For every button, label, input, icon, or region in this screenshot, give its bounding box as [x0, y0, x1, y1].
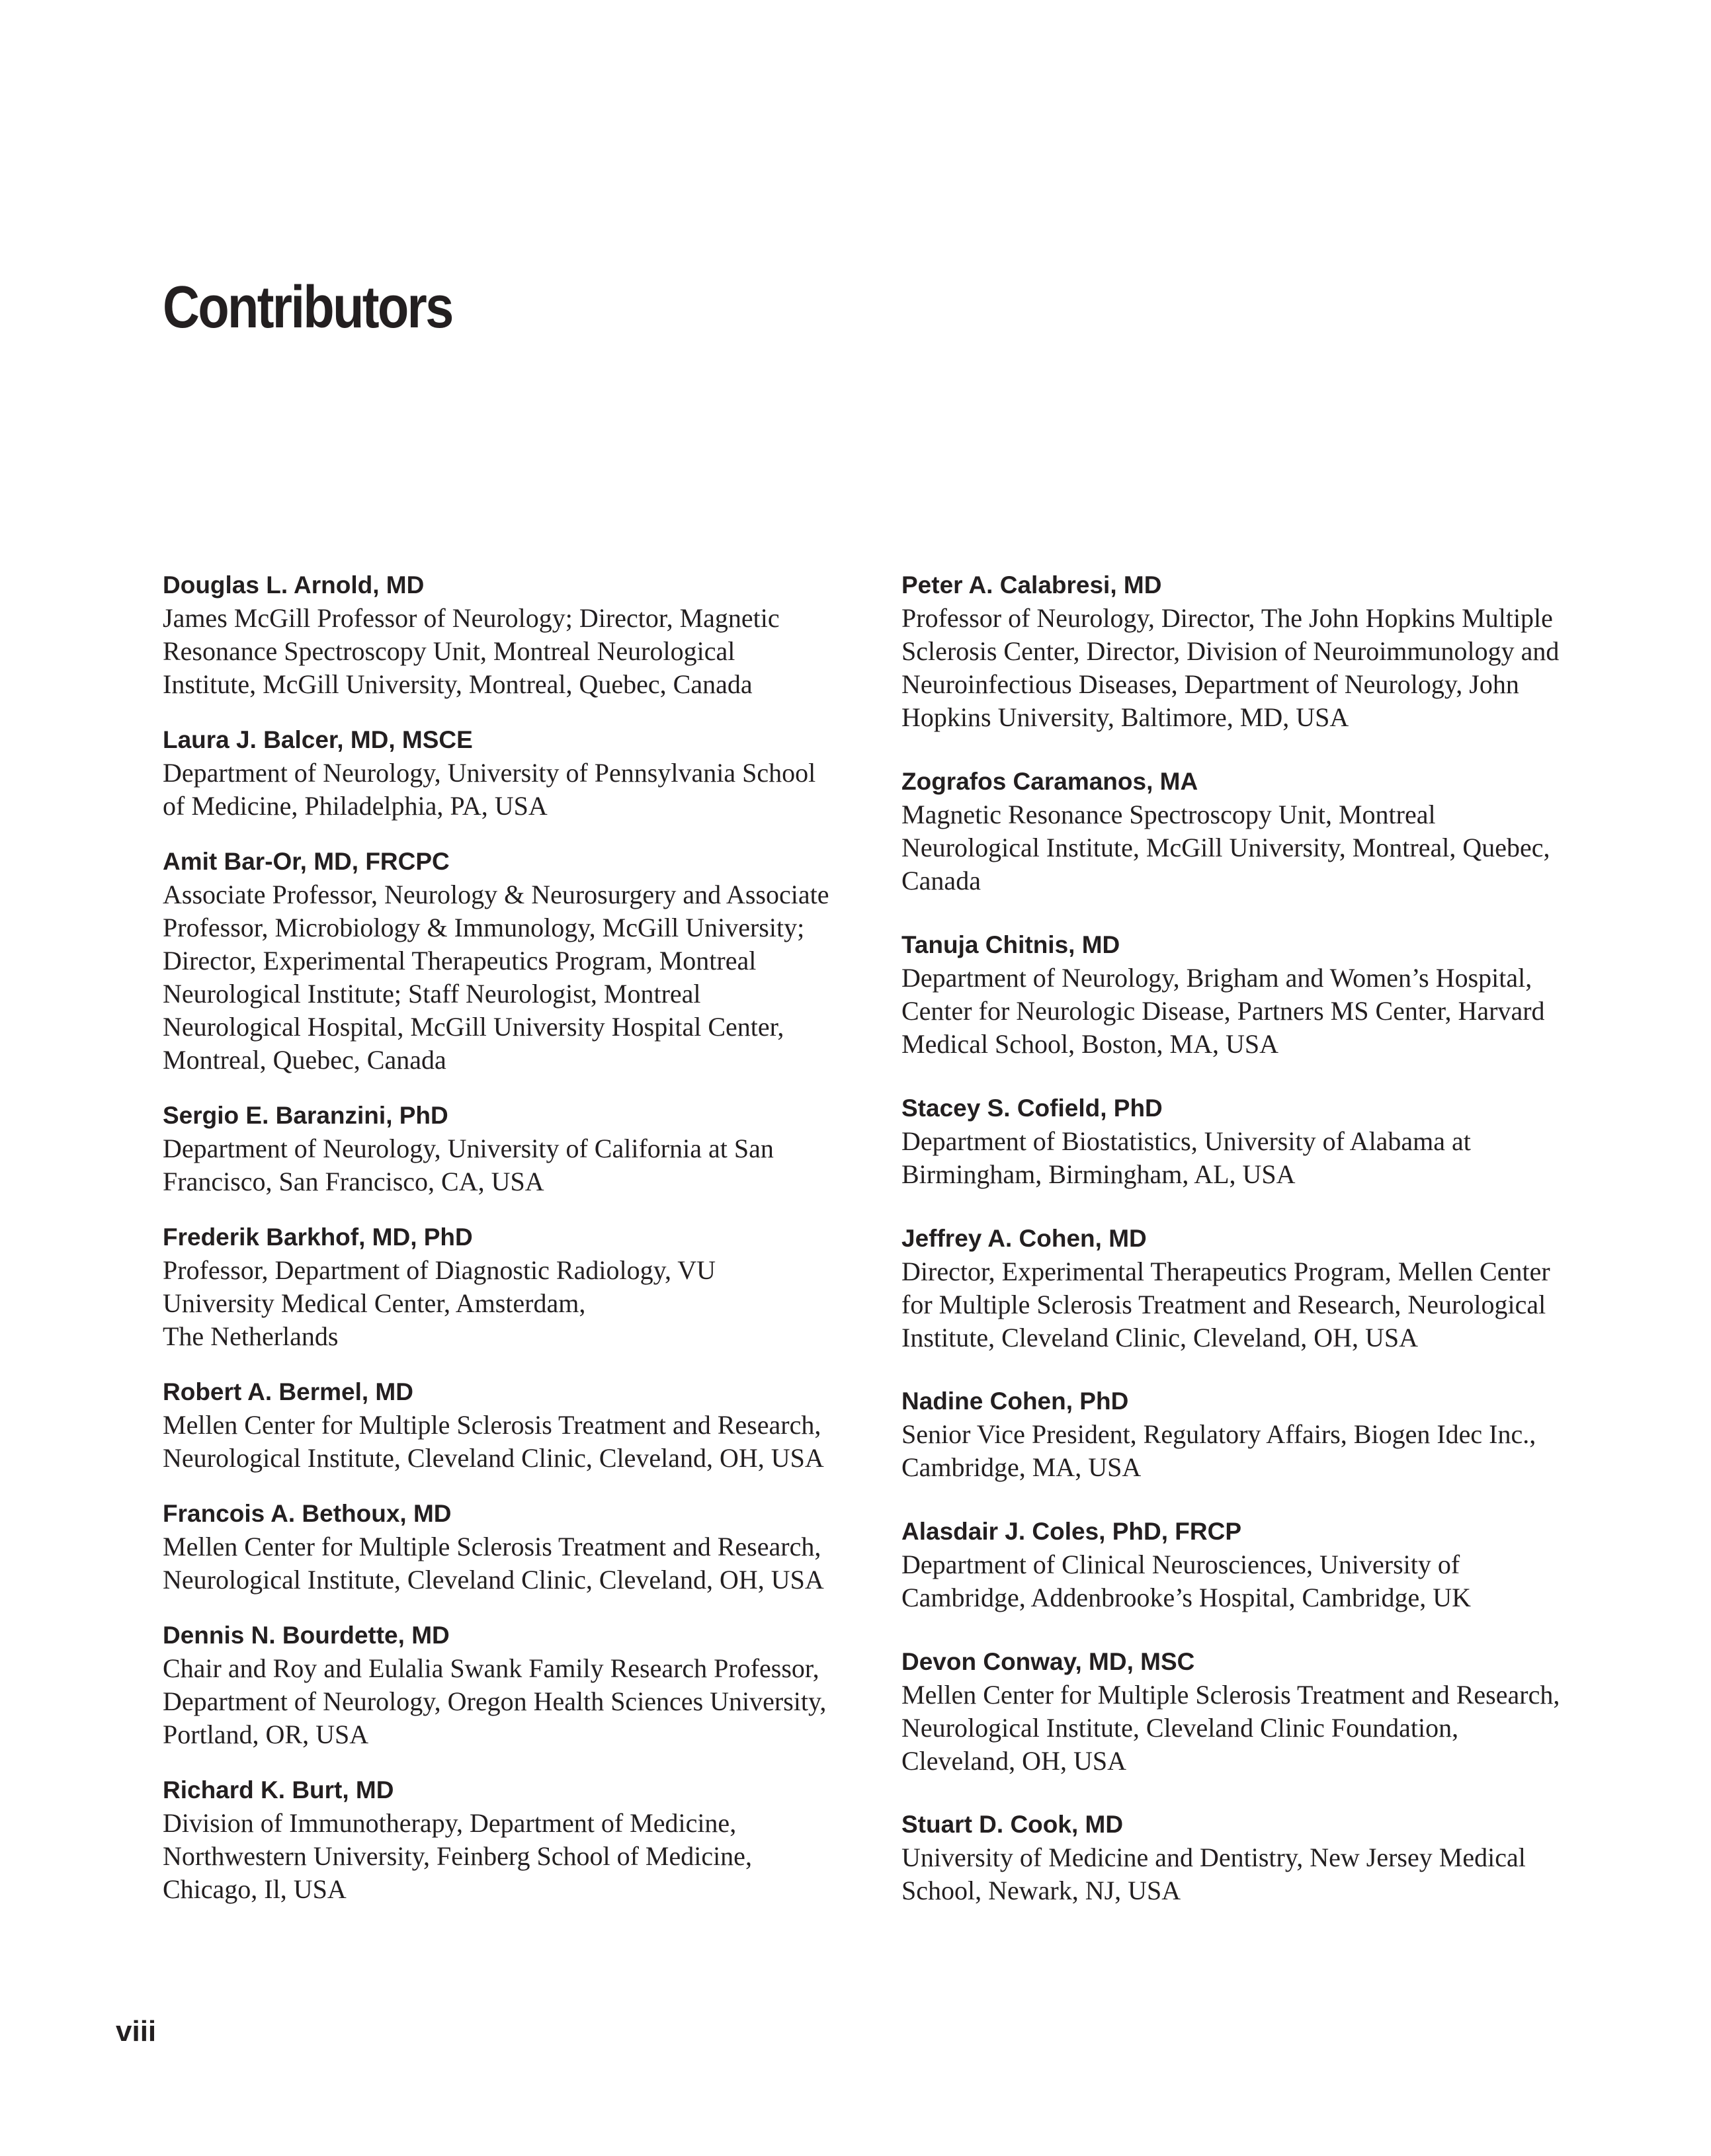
contributor-name: Nadine Cohen, PhD — [901, 1388, 1129, 1415]
affiliation-line: Hopkins University, Baltimore, MD, USA — [901, 702, 1349, 732]
affiliation-line: Professor, Microbiology & Immunology, McGill University; — [163, 913, 805, 942]
contributor-name: Stuart D. Cook, MD — [901, 1811, 1124, 1838]
affiliation-line: Professor of Neurology, Director, The John Hopkins Multiple — [901, 603, 1553, 633]
contributor-entry — [901, 1515, 1603, 1614]
affiliation-line: Neurological Institute, McGill University, Montreal, Quebec, — [901, 833, 1550, 862]
contributor-affiliation — [901, 602, 1603, 734]
affiliation-line: Department of Clinical Neurosciences, University of — [901, 1550, 1460, 1579]
affiliation-line: Director, Experimental Therapeutics Program, Mellen Center — [901, 1257, 1550, 1286]
affiliation-line: Department of Neurology, Oregon Health Sciences University, — [163, 1686, 827, 1716]
contributor-affiliation — [901, 962, 1603, 1061]
contributor-affiliation — [163, 1254, 864, 1353]
contributor-entry — [901, 1092, 1603, 1191]
page-number: viii — [116, 2015, 157, 2048]
affiliation-line: Director, Experimental Therapeutics Program, Montreal — [163, 946, 757, 975]
contributor-affiliation — [163, 757, 864, 823]
contributor-entry — [163, 1619, 864, 1751]
affiliation-line: Magnetic Resonance Spectroscopy Unit, Montreal — [901, 800, 1436, 829]
contributor-name: Laura J. Balcer, MD, MSCE — [163, 726, 473, 753]
contributor-entry — [163, 569, 864, 701]
affiliation-line: Cambridge, MA, USA — [901, 1452, 1142, 1482]
affiliation-line: Center for Neurologic Disease, Partners MS Center, Harvard — [901, 996, 1545, 1026]
contributor-entry — [163, 1221, 864, 1353]
contributor-affiliation — [163, 1132, 864, 1198]
contributor-affiliation — [901, 1548, 1603, 1614]
contributor-name: Devon Conway, MD, MSC — [901, 1648, 1195, 1675]
affiliation-line: Portland, OR, USA — [163, 1720, 369, 1749]
affiliation-line: Neurological Institute, Cleveland Clinic, Cleveland, OH, USA — [163, 1443, 824, 1473]
affiliation-line: Cambridge, Addenbrooke’s Hospital, Cambridge, UK — [901, 1583, 1471, 1612]
contributor-name: Frederik Barkhof, MD, PhD — [163, 1223, 473, 1251]
contributor-name: Zografos Caramanos, MA — [901, 768, 1198, 795]
affiliation-line: Chair and Roy and Eulalia Swank Family Research Professor, — [163, 1653, 819, 1683]
contributor-entry — [901, 1645, 1603, 1778]
affiliation-line: Professor, Department of Diagnostic Radiology, VU — [163, 1255, 716, 1285]
affiliation-line: School, Newark, NJ, USA — [901, 1876, 1181, 1905]
contributor-affiliation — [901, 1418, 1603, 1484]
affiliation-line: Department of Neurology, University of California at San — [163, 1134, 774, 1163]
affiliation-line: Mellen Center for Multiple Sclerosis Treatment and Research, — [163, 1532, 821, 1561]
affiliation-line: Montreal, Quebec, Canada — [163, 1045, 446, 1075]
contributor-name: Peter A. Calabresi, MD — [901, 571, 1162, 599]
affiliation-line: Cleveland, OH, USA — [901, 1746, 1126, 1776]
contributor-affiliation — [163, 1807, 864, 1906]
contributor-affiliation — [163, 1530, 864, 1596]
contributor-entry — [163, 845, 864, 1077]
contributor-affiliation — [163, 602, 864, 701]
affiliation-line: Francisco, San Francisco, CA, USA — [163, 1167, 544, 1196]
contributor-name: Stacey S. Cofield, PhD — [901, 1095, 1163, 1122]
affiliation-line: Institute, McGill University, Montreal, Quebec, Canada — [163, 669, 753, 699]
contributor-name: Douglas L. Arnold, MD — [163, 571, 425, 599]
affiliation-line: Associate Professor, Neurology & Neurosurgery and Associate — [163, 880, 829, 909]
contributor-entry — [163, 1376, 864, 1475]
contributor-affiliation — [901, 1679, 1603, 1778]
affiliation-line: Division of Immunotherapy, Department of Medicine, — [163, 1808, 737, 1838]
affiliation-line: Department of Biostatistics, University of Alabama at — [901, 1126, 1471, 1156]
affiliation-line: for Multiple Sclerosis Treatment and Research, Neurological — [901, 1290, 1546, 1319]
affiliation-line: Resonance Spectroscopy Unit, Montreal Neurological — [163, 636, 735, 666]
affiliation-line: University of Medicine and Dentistry, New Jersey Medical — [901, 1843, 1526, 1872]
affiliation-line: of Medicine, Philadelphia, PA, USA — [163, 791, 548, 821]
contributor-affiliation — [901, 1125, 1603, 1191]
affiliation-line: Neurological Institute, Cleveland Clinic Foundation, — [901, 1713, 1459, 1743]
affiliation-line: James McGill Professor of Neurology; Director, Magnetic — [163, 603, 780, 633]
affiliation-line: Mellen Center for Multiple Sclerosis Treatment and Research, — [163, 1410, 821, 1440]
contributor-affiliation — [901, 1255, 1603, 1354]
affiliation-line: Institute, Cleveland Clinic, Cleveland, OH, USA — [901, 1323, 1418, 1352]
affiliation-line: Canada — [901, 866, 981, 895]
contributor-name: Francois A. Bethoux, MD — [163, 1500, 452, 1527]
affiliation-line: Neurological Institute; Staff Neurologist, Montreal — [163, 979, 701, 1009]
affiliation-line: Sclerosis Center, Director, Division of Neuroimmunology and — [901, 636, 1560, 666]
contributor-affiliation — [901, 1841, 1603, 1907]
affiliation-line: The Netherlands — [163, 1321, 339, 1351]
page-title: Contributors — [163, 274, 452, 341]
contributor-entry — [163, 724, 864, 823]
contributor-name: Dennis N. Bourdette, MD — [163, 1622, 450, 1649]
contributor-entry — [163, 1099, 864, 1198]
contributor-entry — [901, 929, 1603, 1061]
contributor-affiliation — [163, 1409, 864, 1475]
contributor-name: Tanuja Chitnis, MD — [901, 931, 1120, 958]
contributor-name: Alasdair J. Coles, PhD, FRCP — [901, 1518, 1242, 1545]
contributor-affiliation — [163, 878, 864, 1077]
contributor-name: Robert A. Bermel, MD — [163, 1378, 413, 1405]
contributor-entry — [901, 1385, 1603, 1484]
contributor-entry — [163, 1774, 864, 1906]
contributor-name: Amit Bar-Or, MD, FRCPC — [163, 848, 450, 875]
affiliation-line: Neuroinfectious Diseases, Department of Neurology, John — [901, 669, 1519, 699]
affiliation-line: Department of Neurology, Brigham and Women’s Hospital, — [901, 963, 1532, 993]
affiliation-line: Chicago, Il, USA — [163, 1874, 347, 1904]
contributor-entry — [901, 569, 1603, 734]
affiliation-line: University Medical Center, Amsterdam, — [163, 1288, 586, 1318]
affiliation-line: Mellen Center for Multiple Sclerosis Treatment and Research, — [901, 1680, 1560, 1710]
contributor-entry — [901, 765, 1603, 897]
contributor-entry — [901, 1808, 1603, 1907]
contributor-affiliation — [163, 1652, 864, 1751]
contributor-entry — [901, 1222, 1603, 1354]
affiliation-line: Northwestern University, Feinberg School of Medicine, — [163, 1841, 752, 1871]
affiliation-line: Medical School, Boston, MA, USA — [901, 1029, 1278, 1059]
affiliation-line: Neurological Institute, Cleveland Clinic, Cleveland, OH, USA — [163, 1565, 824, 1595]
contributor-name: Sergio E. Baranzini, PhD — [163, 1102, 448, 1129]
contributor-entry — [163, 1497, 864, 1596]
contributor-name: Richard K. Burt, MD — [163, 1776, 394, 1804]
affiliation-line: Birmingham, Birmingham, AL, USA — [901, 1159, 1296, 1189]
affiliation-line: Neurological Hospital, McGill University Hospital Center, — [163, 1012, 784, 1042]
contributor-affiliation — [901, 798, 1603, 897]
affiliation-line: Senior Vice President, Regulatory Affairs, Biogen Idec Inc., — [901, 1419, 1536, 1449]
contributor-name: Jeffrey A. Cohen, MD — [901, 1225, 1147, 1252]
affiliation-line: Department of Neurology, University of Pennsylvania School — [163, 758, 816, 788]
